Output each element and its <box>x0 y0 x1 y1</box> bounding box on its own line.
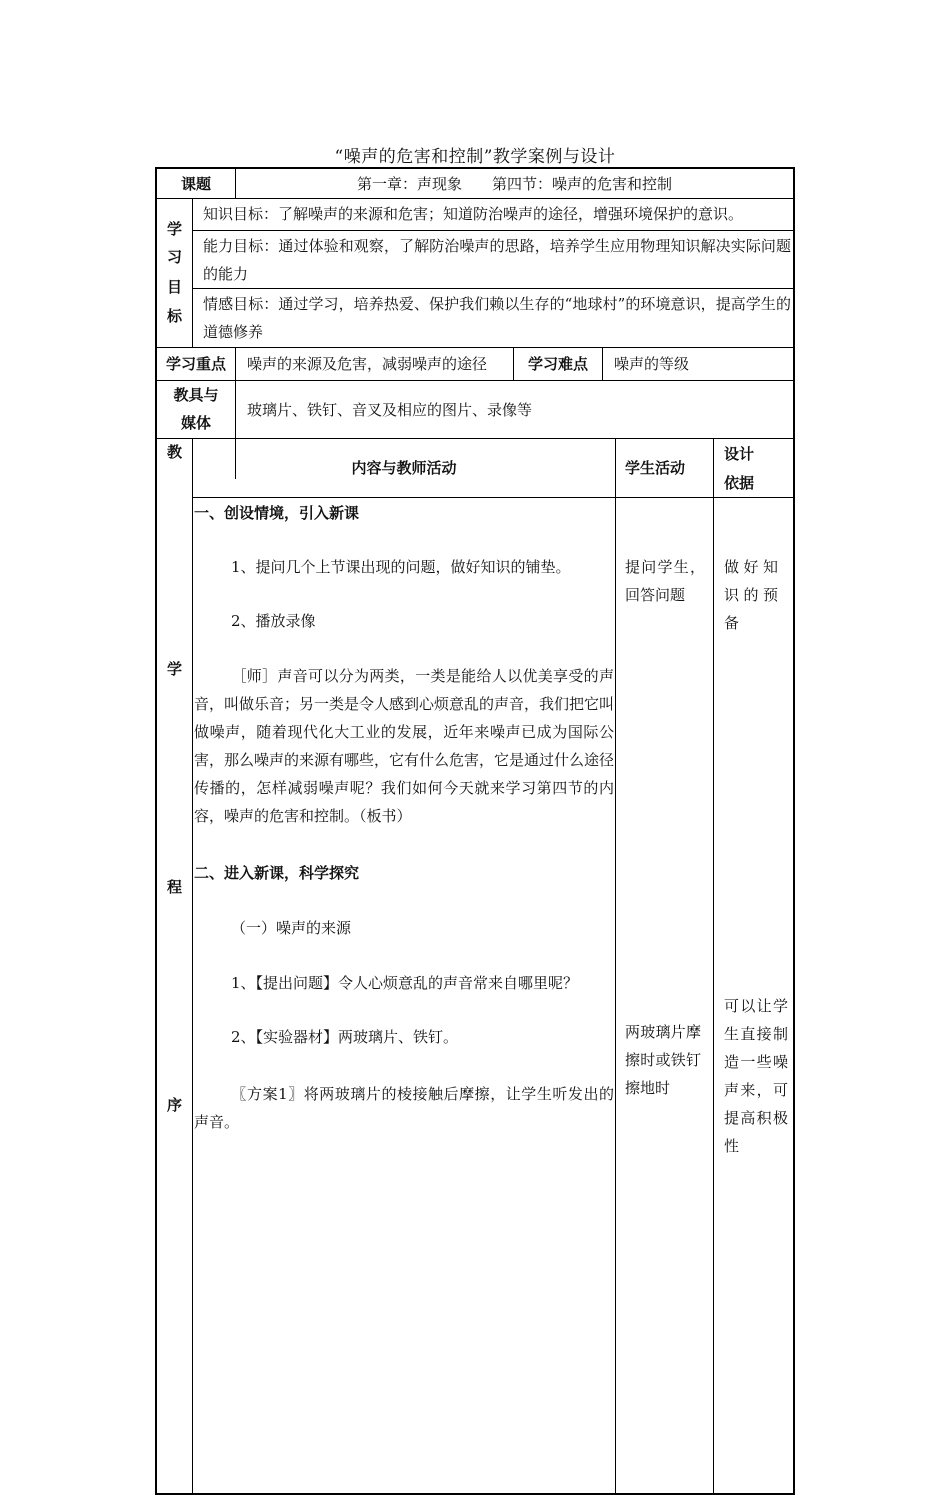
teacher-paragraph: ［师］声音可以分为两类，一类是能给人以优美享受的声音，叫做乐音；另一类是令人感到心烦意乱的声音，我们把它叫做噪声，随着现代化大工业的发展，近年来噪声已成为国际公害，那么噪声的来源有哪些，它有什么危害，它是通过什么途径传播的，怎样减弱噪声呢？我们如何今天就来学习第四节的内容，噪声的危害和控制。（板书） <box>194 667 615 825</box>
divider <box>192 497 794 498</box>
basis-column-header-line1: 设计 <box>724 445 755 463</box>
ability-objective: 能力目标：通过体验和观察，了解防治噪声的思路，培养学生应用物理知识解决实际问题的能力 <box>203 237 791 283</box>
student-column-header: 学生活动 <box>625 459 686 477</box>
content-item: 1、【提出问题】令人心烦意乱的声音常来自哪里呢？ <box>231 974 579 992</box>
content-item: 2、【实验器材】两玻璃片、铁钉。 <box>231 1028 459 1046</box>
section-heading: 一、创设情境，引入新课 <box>194 504 360 522</box>
difficulty-value: 噪声的等级 <box>614 355 690 373</box>
divider <box>602 347 603 380</box>
process-label-char: 序 <box>166 1096 182 1114</box>
divider <box>713 438 714 1494</box>
focus-value: 噪声的来源及危害，减弱噪声的途径 <box>247 355 488 373</box>
process-label-char: 教 <box>166 443 182 461</box>
media-value: 玻璃片、铁钉、音叉及相应的图片、录像等 <box>247 401 533 419</box>
process-label-char: 学 <box>166 660 182 678</box>
objectives-label-char: 目 <box>166 278 182 296</box>
divider <box>192 438 193 1494</box>
divider <box>192 288 794 289</box>
design-basis: 做好知识的预备 <box>724 558 778 632</box>
design-basis: 可以让学生直接制造一些噪声来，可提高积极性 <box>724 997 788 1155</box>
content-column-header: 内容与教师活动 <box>351 459 457 477</box>
divider <box>156 198 794 199</box>
plan-paragraph: 〖方案1〗将两玻璃片的棱接触后摩擦，让学生听发出的声音。 <box>194 1085 614 1131</box>
basis-column-header-line2: 依据 <box>724 474 755 492</box>
content-item: 1、提问几个上节课出现的问题，做好知识的铺垫。 <box>231 558 571 576</box>
emotion-objective: 情感目标：通过学习，培养热爱、保护我们赖以生存的“地球村”的环境意识，提高学生的道德修养 <box>203 295 791 341</box>
media-label-line2: 媒体 <box>180 414 211 432</box>
media-label-line1: 教具与 <box>173 386 219 404</box>
student-activity: 两玻璃片摩擦时或铁钉擦地时 <box>625 1023 701 1097</box>
knowledge-objective: 知识目标：了解噪声的来源和危害；知道防治噪声的途径，增强环境保护的意识。 <box>203 205 744 223</box>
divider <box>615 438 616 1494</box>
divider <box>156 380 794 381</box>
difficulty-label: 学习难点 <box>527 355 588 373</box>
document-title: “噪声的危害和控制”教学案例与设计 <box>334 147 616 167</box>
section-heading: 二、进入新课，科学探究 <box>194 864 360 882</box>
divider <box>192 198 193 347</box>
topic-value: 第一章：声现象 第四节：噪声的危害和控制 <box>356 175 672 193</box>
divider <box>192 230 794 231</box>
content-subheading: （一）噪声的来源 <box>231 919 352 937</box>
topic-label: 课题 <box>180 175 211 193</box>
divider <box>156 347 794 348</box>
divider <box>156 438 794 439</box>
student-activity: 提问学生，回答问题 <box>625 558 705 604</box>
objectives-label-char: 标 <box>166 307 182 325</box>
objectives-label-char: 习 <box>166 248 182 266</box>
objectives-label-char: 学 <box>166 220 182 238</box>
focus-label: 学习重点 <box>165 355 226 373</box>
process-label-char: 程 <box>166 878 182 896</box>
content-item: 2、播放录像 <box>231 612 316 630</box>
